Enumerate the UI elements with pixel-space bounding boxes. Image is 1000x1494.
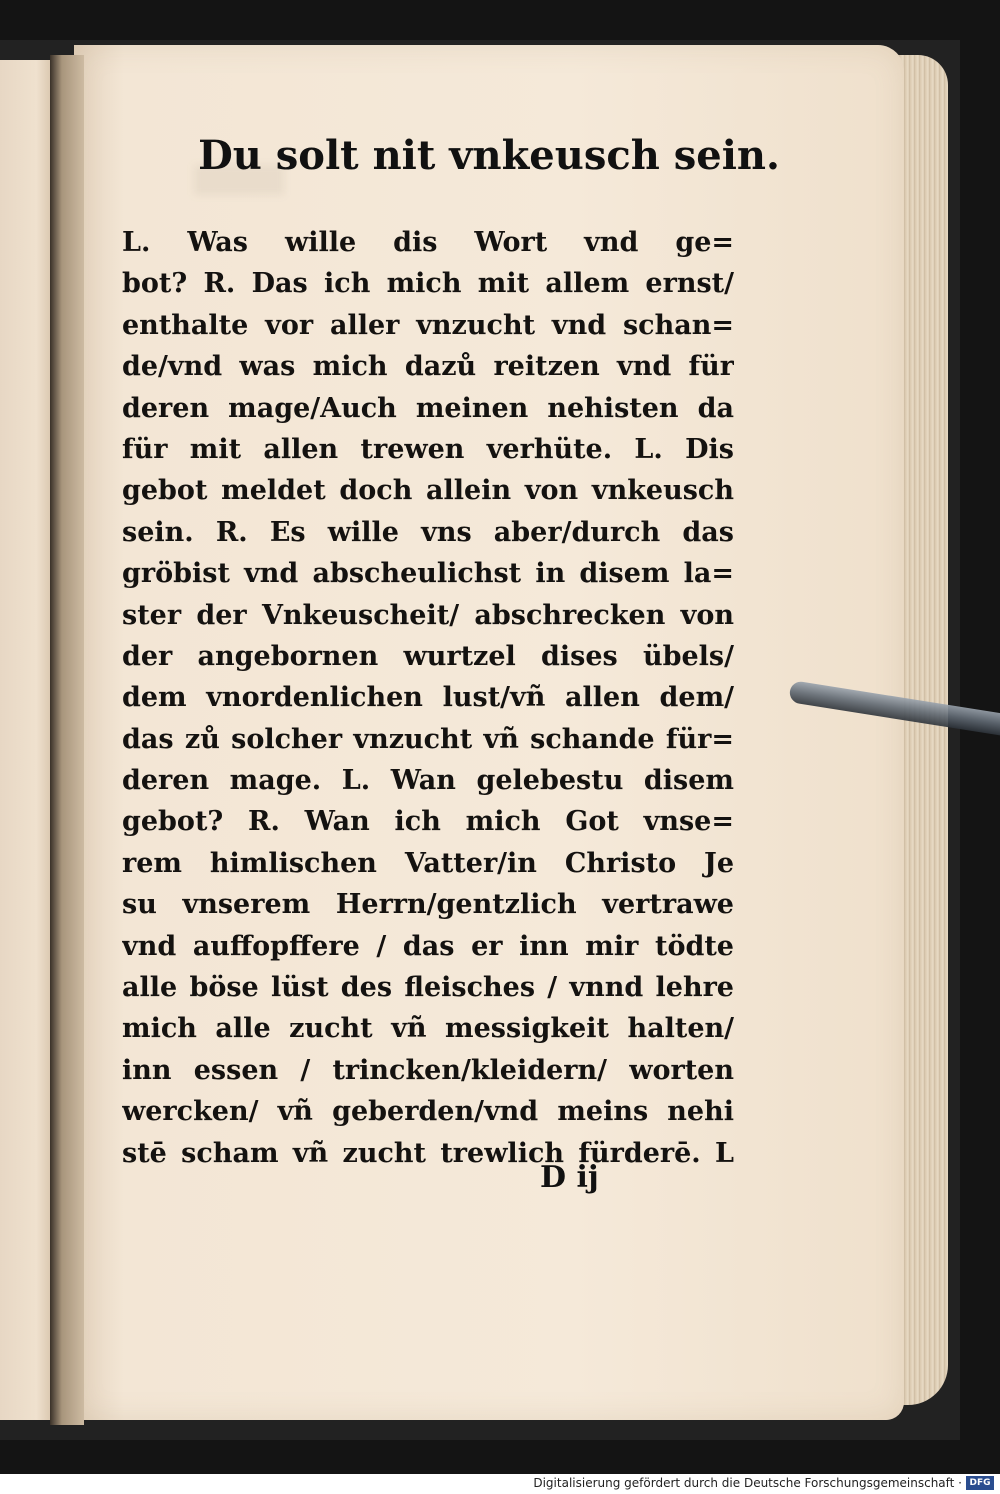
text-line: bot? R. Das ich mich mit allem ernst/	[122, 268, 734, 300]
text-line: gebot? R. Wan ich mich Got vnse=	[122, 806, 734, 838]
text-line: stē scham vñ zucht trewlich fürderē. L	[122, 1137, 734, 1169]
text-block	[122, 222, 734, 1174]
text-line: su vnserem Herrn/gentzlich vertrawe	[122, 889, 734, 921]
text-line: inn essen / trincken/kleidern/ worten	[122, 1054, 734, 1086]
text-line: rem himlischen Vatter/in Christo Je	[122, 847, 734, 879]
text-line: vnd auffopffere / das er inn mir tödte	[122, 930, 734, 962]
text-line: alle böse lüst des fleisches / vnnd lehre	[122, 972, 734, 1004]
text-line: gebot meldet doch allein von vnkeusch	[122, 475, 734, 507]
text-line: gröbist vnd abscheulichst in disem la=	[122, 558, 734, 590]
text-line: enthalte vor aller vnzucht vnd schan=	[122, 309, 734, 341]
text-line: wercken/ vñ geberden/vnd meins nehi	[122, 1096, 734, 1128]
text-line: L. Was wille dis Wort vnd ge=	[122, 227, 734, 258]
left-page-edge	[0, 60, 52, 1420]
signature-mark: D ij	[540, 1160, 599, 1195]
text-line: deren mage. L. Wan gelebestu disem	[122, 765, 734, 797]
text-line: der angebornen wurtzel dises übels/	[122, 640, 734, 672]
text-line: sein. R. Es wille vns aber/durch das	[122, 516, 734, 548]
text-line: das zů solcher vnzucht vñ schande für=	[122, 723, 734, 755]
footer-credit: Digitalisierung gefördert durch die Deutsche Forschungsgemeinschaft ·	[533, 1476, 962, 1490]
text-line: für mit allen trewen verhüte. L. Dis	[122, 433, 734, 465]
book-gutter	[50, 55, 84, 1425]
text-line: ster der Vnkeuscheit/ abschrecken von	[122, 599, 734, 631]
text-line: deren mage/Auch meinen nehisten da	[122, 392, 734, 424]
running-title: Du solt nit vnkeusch sein.	[198, 132, 780, 179]
text-line: dem vnordenlichen lust/vñ allen dem/	[122, 682, 734, 714]
dfg-logo-icon: DFG	[966, 1476, 994, 1490]
text-line: de/vnd was mich dazů reitzen vnd für	[122, 351, 734, 383]
text-line: mich alle zucht vñ messigkeit halten/	[122, 1013, 734, 1045]
